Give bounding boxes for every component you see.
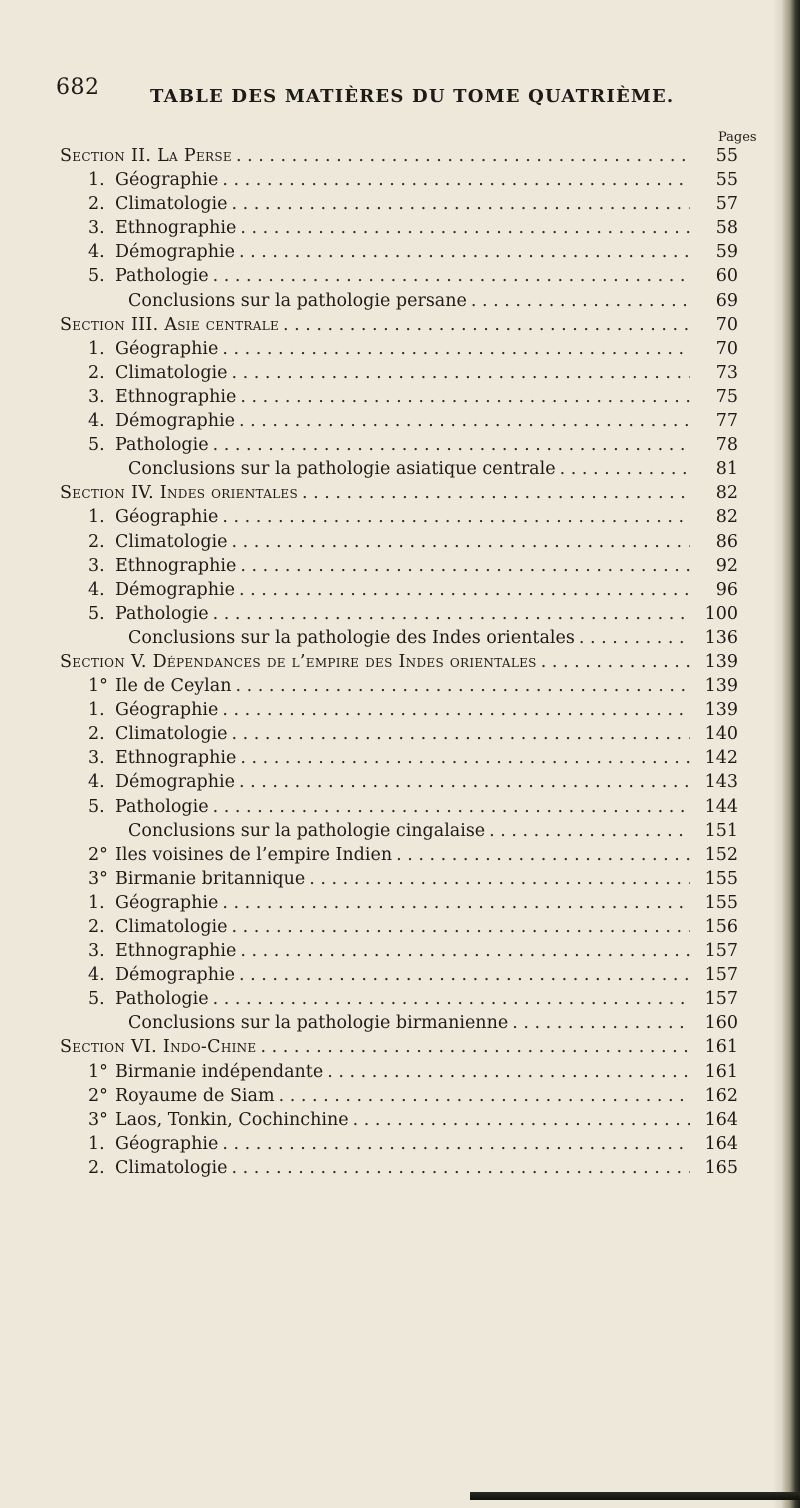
toc-entry-label: Démographie xyxy=(115,411,235,432)
leader-dots xyxy=(222,1132,690,1156)
leader-dots xyxy=(471,289,690,313)
page-edge-shadow xyxy=(772,0,782,1508)
toc-entry-label: Birmanie indépendante xyxy=(115,1061,324,1082)
toc-page-number: 139 xyxy=(704,700,738,721)
toc-entry-number: 1. xyxy=(88,338,105,359)
toc-entry xyxy=(60,530,738,554)
toc-page-number: 92 xyxy=(715,555,738,576)
toc-entry xyxy=(60,674,738,698)
toc-page-number: 60 xyxy=(715,266,738,287)
toc-page-number: 143 xyxy=(704,772,738,793)
toc-entry-label: Pathologie xyxy=(115,989,209,1010)
toc-page-number: 59 xyxy=(715,242,738,263)
leader-dots xyxy=(309,867,690,891)
toc-page-number: 82 xyxy=(715,483,738,504)
leader-dots xyxy=(231,722,690,746)
toc-entry xyxy=(60,1060,738,1084)
toc-entry xyxy=(60,963,738,987)
toc-page-number: 70 xyxy=(715,338,738,359)
toc-entry xyxy=(60,264,738,288)
toc-entry xyxy=(60,1084,738,1108)
toc-page-number: 151 xyxy=(704,820,738,841)
table-of-contents xyxy=(60,144,738,1180)
toc-entry-label: Climatologie xyxy=(115,917,228,937)
toc-entry-label: Laos, Tonkin, Cochinchine xyxy=(115,1109,349,1130)
toc-entry-number: 2° xyxy=(88,1085,108,1106)
toc-entry xyxy=(60,457,738,481)
book-edge xyxy=(782,0,800,1508)
toc-entry-label: Conclusions sur la pathologie cingalaise xyxy=(128,820,486,841)
toc-entry xyxy=(60,891,738,915)
toc-entry-number: 4. xyxy=(88,579,105,600)
toc-entry xyxy=(60,1156,738,1180)
leader-dots xyxy=(231,915,690,939)
toc-entry-number: 4. xyxy=(88,411,105,432)
toc-entry-label: Royaume de Siam xyxy=(115,1085,275,1106)
toc-entry-label: Conclusions sur la pathologie persane xyxy=(128,290,467,311)
toc-entry-number: 3. xyxy=(88,748,105,769)
leader-dots xyxy=(240,746,690,770)
leader-dots xyxy=(240,216,690,240)
toc-entry-label: Climatologie xyxy=(115,531,228,552)
toc-entry-number: 1° xyxy=(88,1061,108,1082)
toc-page-number: 136 xyxy=(704,627,738,648)
toc-entry-label: Géographie xyxy=(115,892,219,913)
toc-page-number: 164 xyxy=(704,1109,738,1130)
toc-entry xyxy=(60,795,738,819)
toc-entry xyxy=(60,337,738,361)
toc-entry xyxy=(60,626,738,650)
toc-page-number: 73 xyxy=(715,362,738,383)
toc-entry xyxy=(60,168,738,192)
toc-entry xyxy=(60,987,738,1011)
bottom-edge xyxy=(470,1492,800,1500)
toc-page-number: 142 xyxy=(704,748,738,769)
toc-entry-label: Conclusions sur la pathologie asiatique centrale xyxy=(128,459,556,480)
leader-dots xyxy=(240,939,690,963)
toc-entry-number: 1. xyxy=(88,892,105,913)
toc-entry-label: Climatologie xyxy=(115,724,228,745)
toc-entry-label: Géographie xyxy=(115,338,219,359)
toc-entry xyxy=(60,192,738,216)
toc-entry xyxy=(60,216,738,240)
toc-entry-number: 3° xyxy=(88,1109,108,1130)
leader-dots xyxy=(231,530,690,554)
toc-entry-number: 3. xyxy=(88,218,105,239)
toc-entry-label: Climatologie xyxy=(115,194,228,215)
toc-entry-label: Ethnographie xyxy=(115,555,237,576)
toc-section-entry xyxy=(60,1035,738,1059)
toc-entry-number: 5. xyxy=(88,266,105,287)
toc-entry xyxy=(60,939,738,963)
toc-page-number: 139 xyxy=(704,676,738,697)
running-title: TABLE DES MATIÈRES DU TOME QUATRIÈME. xyxy=(150,86,675,107)
leader-dots xyxy=(222,698,690,722)
toc-entry-label: Conclusions sur la pathologie birmanienne xyxy=(128,1013,509,1034)
toc-page-number: 100 xyxy=(704,603,738,624)
toc-entry xyxy=(60,578,738,602)
toc-entry-number: 2. xyxy=(88,362,105,383)
toc-entry xyxy=(60,409,738,433)
leader-dots xyxy=(512,1011,690,1035)
leader-dots xyxy=(302,481,690,505)
toc-entry-label: Géographie xyxy=(115,1133,219,1154)
toc-entry-number: 3. xyxy=(88,386,105,407)
toc-entry-label: Section IV. Indes orientales xyxy=(60,483,299,504)
toc-entry-number: 4. xyxy=(88,772,105,793)
toc-entry xyxy=(60,385,738,409)
toc-page-number: 57 xyxy=(715,194,738,215)
toc-page-number: 81 xyxy=(715,459,738,480)
toc-entry xyxy=(60,770,738,794)
toc-page-number: 77 xyxy=(715,411,738,432)
toc-page-number: 96 xyxy=(715,579,738,600)
toc-entry-label: Climatologie xyxy=(115,1157,228,1178)
toc-entry-number: 2. xyxy=(88,724,105,745)
toc-entry-number: 4. xyxy=(88,965,105,986)
toc-page-number: 157 xyxy=(704,965,738,986)
toc-entry-number: 1° xyxy=(88,676,108,697)
leader-dots xyxy=(222,891,690,915)
toc-entry-number: 1. xyxy=(88,507,105,528)
toc-entry xyxy=(60,746,738,770)
toc-entry-number: 1. xyxy=(88,700,105,721)
toc-entry xyxy=(60,867,738,891)
leader-dots xyxy=(222,505,690,529)
toc-page-number: 161 xyxy=(704,1037,738,1058)
toc-page-number: 157 xyxy=(704,941,738,962)
toc-entry-label: Pathologie xyxy=(115,435,209,456)
toc-entry-label: Section II. La Perse xyxy=(60,146,232,166)
toc-section-entry xyxy=(60,650,738,674)
toc-entry-number: 1. xyxy=(88,1133,105,1154)
leader-dots xyxy=(213,602,690,626)
leader-dots xyxy=(240,385,690,409)
toc-entry-label: Ethnographie xyxy=(115,218,237,239)
leader-dots xyxy=(222,168,690,192)
leader-dots xyxy=(239,770,690,794)
leader-dots xyxy=(222,337,690,361)
toc-entry-label: Section VI. Indo-Chine xyxy=(60,1037,257,1058)
toc-entry-label: Section III. Asie centrale xyxy=(60,314,280,335)
toc-entry xyxy=(60,554,738,578)
toc-entry-label: Géographie xyxy=(115,507,219,528)
toc-entry-number: 1. xyxy=(88,170,105,191)
toc-section-entry xyxy=(60,144,738,168)
toc-entry xyxy=(60,843,738,867)
toc-entry-number: 4. xyxy=(88,242,105,263)
leader-dots xyxy=(261,1035,691,1059)
toc-section-entry xyxy=(60,313,738,337)
toc-page-number: 139 xyxy=(704,651,738,672)
leader-dots xyxy=(353,1108,690,1132)
toc-page-number: 55 xyxy=(715,170,738,191)
toc-entry-label: Pathologie xyxy=(115,603,209,624)
leader-dots xyxy=(279,1084,690,1108)
toc-entry-number: 2. xyxy=(88,917,105,937)
toc-entry-label: Ethnographie xyxy=(115,748,237,769)
leader-dots xyxy=(239,963,690,987)
toc-page-number: 155 xyxy=(704,892,738,913)
toc-page-number: 140 xyxy=(704,724,738,745)
toc-entry-number: 3. xyxy=(88,555,105,576)
leader-dots xyxy=(560,457,690,481)
leader-dots xyxy=(235,674,690,698)
leader-dots xyxy=(489,819,690,843)
toc-page-number: 152 xyxy=(704,844,738,865)
toc-entry xyxy=(60,819,738,843)
toc-entry xyxy=(60,361,738,385)
leader-dots xyxy=(231,192,690,216)
leader-dots xyxy=(239,240,690,264)
toc-page-number: 78 xyxy=(715,435,738,456)
toc-entry-label: Pathologie xyxy=(115,796,209,817)
toc-entry-label: Section V. Dépendances de l’empire des Indes orientales xyxy=(60,651,537,672)
leader-dots xyxy=(236,144,690,168)
leader-dots xyxy=(213,433,690,457)
toc-page-number: 69 xyxy=(715,290,738,311)
toc-entry-number: 5. xyxy=(88,435,105,456)
toc-entry-number: 3. xyxy=(88,941,105,962)
leader-dots xyxy=(213,795,690,819)
toc-entry-number: 2. xyxy=(88,1157,105,1178)
toc-page-number: 156 xyxy=(704,917,738,937)
toc-section-entry xyxy=(60,481,738,505)
toc-page-number: 155 xyxy=(704,868,738,889)
toc-entry xyxy=(60,602,738,626)
toc-entry-label: Pathologie xyxy=(115,266,209,287)
toc-entry-label: Ethnographie xyxy=(115,386,237,407)
toc-entry-label: Démographie xyxy=(115,772,235,793)
leader-dots xyxy=(240,554,690,578)
toc-page-number: 55 xyxy=(715,146,738,166)
pages-column-header: Pages xyxy=(718,130,757,145)
leader-dots xyxy=(231,1156,690,1180)
leader-dots xyxy=(327,1060,690,1084)
toc-entry-label: Démographie xyxy=(115,579,235,600)
leader-dots xyxy=(239,409,690,433)
toc-entry-label: Démographie xyxy=(115,242,235,263)
toc-entry xyxy=(60,722,738,746)
toc-entry-label: Géographie xyxy=(115,170,219,191)
toc-entry-number: 5. xyxy=(88,989,105,1010)
toc-page-number: 82 xyxy=(715,507,738,528)
toc-entry-label: Iles voisines de l’empire Indien xyxy=(115,844,393,865)
leader-dots xyxy=(231,361,690,385)
leader-dots xyxy=(239,578,690,602)
toc-page-number: 160 xyxy=(704,1013,738,1034)
toc-entry-label: Démographie xyxy=(115,965,235,986)
toc-entry-number: 5. xyxy=(88,603,105,624)
toc-page-number: 144 xyxy=(704,796,738,817)
toc-page-number: 86 xyxy=(715,531,738,552)
toc-entry-label: Climatologie xyxy=(115,362,228,383)
toc-entry xyxy=(60,505,738,529)
toc-entry xyxy=(60,1011,738,1035)
leader-dots xyxy=(541,650,690,674)
toc-entry xyxy=(60,1108,738,1132)
toc-page-number: 75 xyxy=(715,386,738,407)
leader-dots xyxy=(213,987,690,1011)
toc-entry xyxy=(60,1132,738,1156)
toc-page-number: 165 xyxy=(704,1157,738,1178)
toc-entry xyxy=(60,240,738,264)
toc-entry-number: 2. xyxy=(88,531,105,552)
toc-entry-label: Ile de Ceylan xyxy=(115,676,232,697)
toc-entry xyxy=(60,289,738,313)
toc-entry-label: Birmanie britannique xyxy=(115,868,306,889)
toc-entry xyxy=(60,433,738,457)
toc-entry-number: 5. xyxy=(88,796,105,817)
toc-entry-number: 3° xyxy=(88,868,108,889)
toc-page-number: 58 xyxy=(715,218,738,239)
toc-page-number: 70 xyxy=(715,314,738,335)
toc-entry-label: Ethnographie xyxy=(115,941,237,962)
leader-dots xyxy=(396,843,690,867)
toc-entry xyxy=(60,915,738,939)
toc-entry-label: Géographie xyxy=(115,700,219,721)
page-number: 682 xyxy=(56,75,100,100)
toc-page-number: 164 xyxy=(704,1133,738,1154)
toc-entry-number: 2. xyxy=(88,194,105,215)
toc-page-number: 161 xyxy=(704,1061,738,1082)
leader-dots xyxy=(283,313,690,337)
toc-page-number: 157 xyxy=(704,989,738,1010)
toc-page-number: 162 xyxy=(704,1085,738,1106)
toc-entry-label: Conclusions sur la pathologie des Indes orientales xyxy=(128,627,575,648)
toc-entry xyxy=(60,698,738,722)
leader-dots xyxy=(213,264,690,288)
leader-dots xyxy=(579,626,690,650)
toc-entry-number: 2° xyxy=(88,844,108,865)
